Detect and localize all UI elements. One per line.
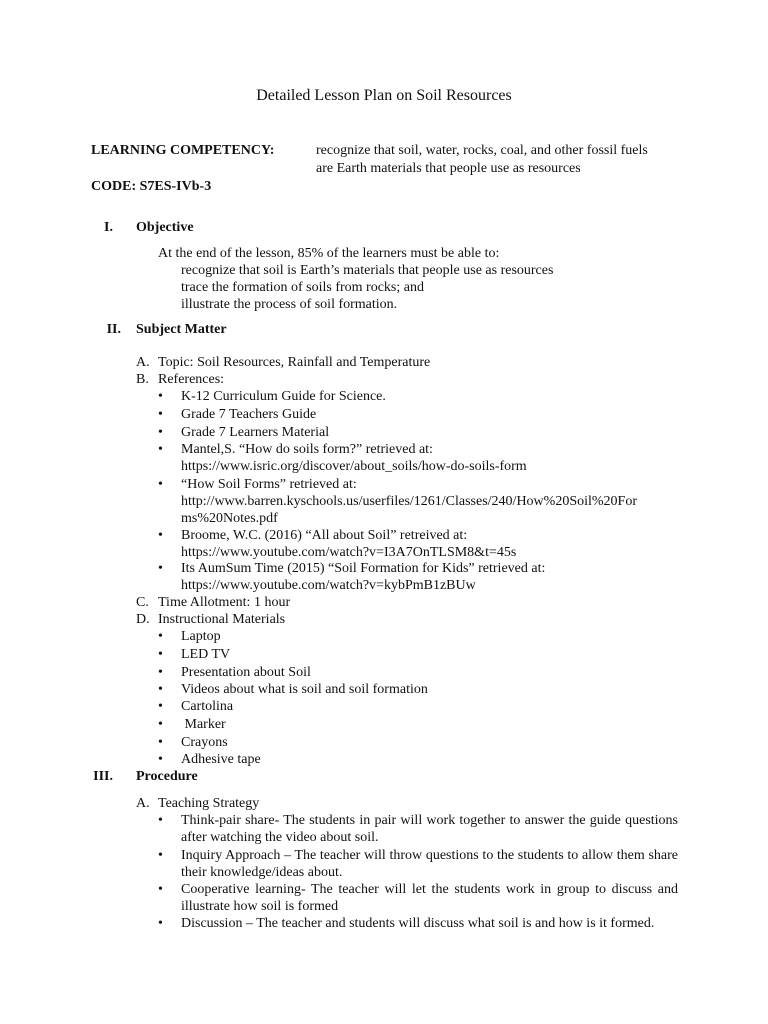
strategy-text: Cooperative learning- The teacher will let the students work in group to discuss and illustrate how soil is formed (181, 882, 678, 914)
reference-text: “How Soil Forms” retrieved at: (181, 477, 357, 492)
bullet-icon: • (158, 477, 163, 492)
learning-competency-text-line1: recognize that soil, water, rocks, coal, and other fossil fuels (316, 143, 648, 158)
materials-label: Instructional Materials (158, 612, 286, 627)
item-letter-d: D. (136, 612, 150, 627)
bullet-icon: • (158, 682, 163, 697)
bullet-icon: • (158, 407, 163, 422)
bullet-icon: • (158, 389, 163, 404)
strategy-label: Teaching Strategy (158, 796, 260, 811)
bullet-icon: • (158, 717, 163, 732)
learning-competency-text-line2: are Earth materials that people use as resources (316, 161, 581, 176)
reference-url: https://www.youtube.com/watch?v=I3A7OnTLSM8&t=45s (181, 545, 517, 560)
bullet-icon: • (158, 442, 163, 457)
bullet-icon: • (158, 528, 163, 543)
time-allotment: Time Allotment: 1 hour (158, 595, 291, 610)
material-text: Crayons (181, 735, 228, 750)
bullet-icon: • (158, 629, 163, 644)
material-text: Cartolina (181, 699, 234, 714)
objective-item: illustrate the process of soil formation. (181, 297, 398, 312)
bullet-icon: • (158, 561, 163, 576)
strategy-text: Inquiry Approach – The teacher will throw questions to the students to allow them share their knowledge/ideas about. (181, 848, 678, 880)
reference-url: https://www.isric.org/discover/about_soils/how-do-soils-form (181, 459, 527, 474)
reference-url: ms%20Notes.pdf (181, 511, 278, 526)
bullet-icon: • (158, 425, 163, 440)
item-letter-a: A. (136, 796, 150, 811)
material-text: Marker (181, 717, 226, 732)
reference-text: Broome, W.C. (2016) “All about Soil” retreived at: (181, 528, 468, 543)
objective-intro: At the end of the lesson, 85% of the learners must be able to: (158, 246, 500, 261)
item-letter-a: A. (136, 355, 150, 370)
bullet-icon: • (158, 916, 163, 931)
learning-competency-label: LEARNING COMPETENCY: (91, 143, 275, 158)
objective-item: recognize that soil is Earth’s materials that people use as resources (181, 263, 554, 278)
material-text: LED TV (181, 647, 231, 662)
reference-url: http://www.barren.kyschools.us/userfiles/1261/Classes/240/How%20Soil%20For (181, 494, 638, 509)
bullet-icon: • (158, 665, 163, 680)
code-label: CODE: S7ES-IVb-3 (91, 179, 212, 194)
material-text: Videos about what is soil and soil formation (181, 682, 428, 697)
reference-text: Its AumSum Time (2015) “Soil Formation for Kids” retrieved at: (181, 561, 546, 576)
material-text: Laptop (181, 629, 221, 644)
section-title-subject-matter: Subject Matter (136, 322, 227, 337)
item-letter-c: C. (136, 595, 149, 610)
strategy-text: Think-pair share- The students in pair will work together to answer the guide questions after watching the video about soil. (181, 813, 678, 845)
material-text: Adhesive tape (181, 752, 261, 767)
bullet-icon: • (158, 735, 163, 750)
bullet-icon: • (158, 848, 163, 863)
objective-item: trace the formation of soils from rocks; and (181, 280, 424, 295)
item-letter-b: B. (136, 372, 149, 387)
reference-url: https://www.youtube.com/watch?v=kybPmB1zBUw (181, 578, 476, 593)
section-title-objective: Objective (136, 220, 194, 235)
section-title-procedure: Procedure (136, 769, 198, 784)
bullet-icon: • (158, 699, 163, 714)
bullet-icon: • (158, 647, 163, 662)
reference-text: Grade 7 Learners Material (181, 425, 330, 440)
material-text: Presentation about Soil (181, 665, 311, 680)
reference-text: Mantel,S. “How do soils form?” retrieved at: (181, 442, 433, 457)
section-numeral-objective: I. (104, 220, 113, 235)
topic-text: Topic: Soil Resources, Rainfall and Temperature (158, 355, 431, 370)
bullet-icon: • (158, 882, 163, 897)
bullet-icon: • (158, 813, 163, 828)
references-label: References: (158, 372, 225, 387)
strategy-text: Discussion – The teacher and students will discuss what soil is and how is it formed. (181, 916, 655, 931)
document-title: Detailed Lesson Plan on Soil Resources (256, 87, 512, 104)
section-numeral-subject-matter: II. (106, 322, 121, 337)
section-numeral-procedure: III. (93, 769, 113, 784)
bullet-icon: • (158, 752, 163, 767)
reference-text: Grade 7 Teachers Guide (181, 407, 317, 422)
reference-text: K-12 Curriculum Guide for Science. (181, 389, 386, 404)
